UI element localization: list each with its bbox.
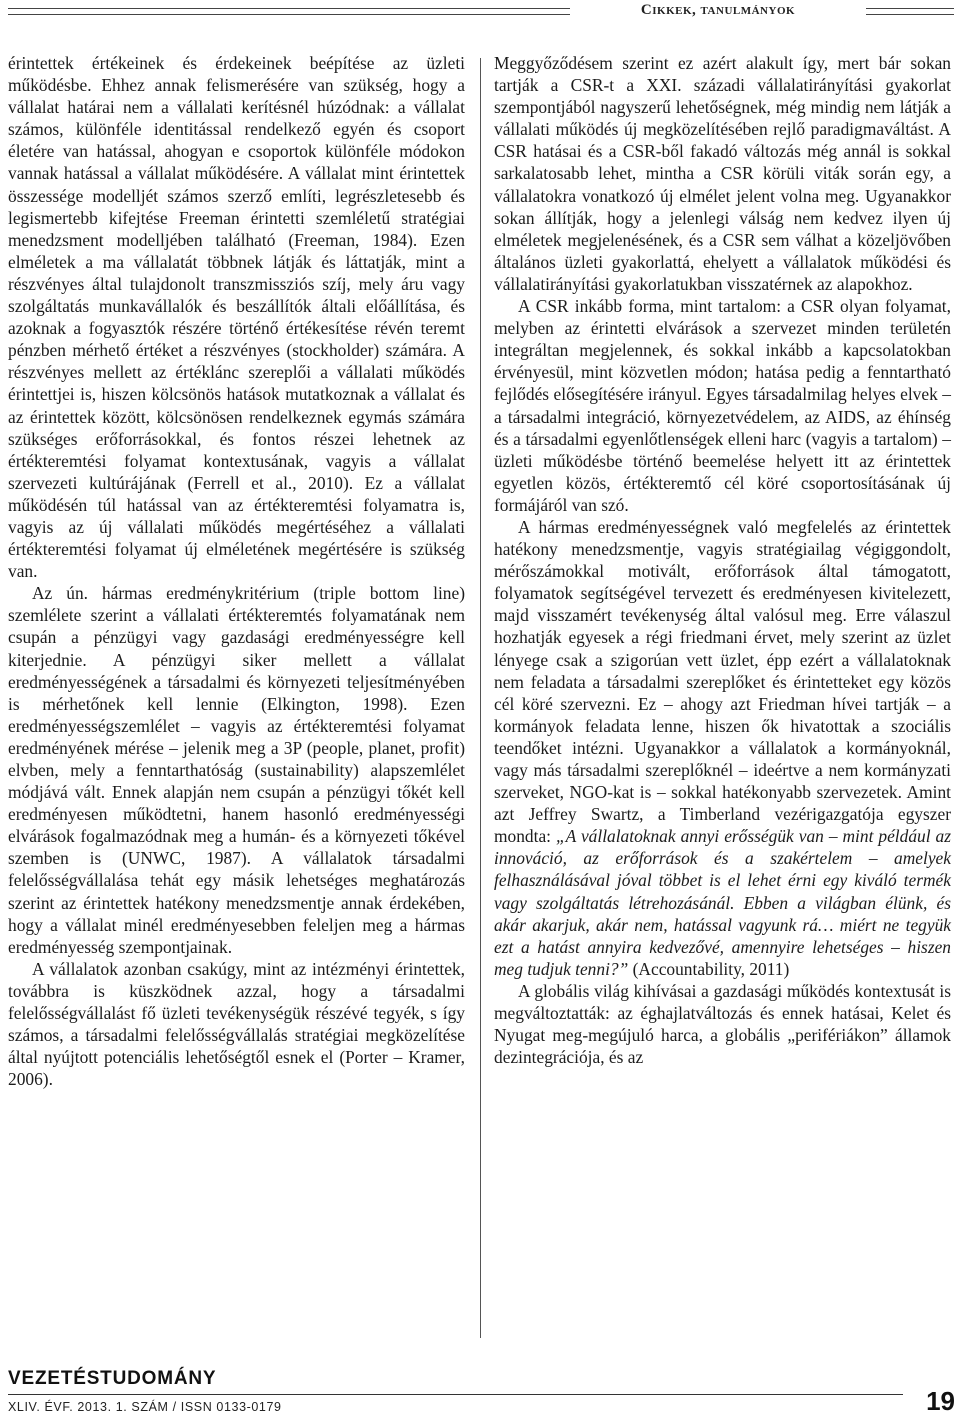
citation: (Accountability, 2011) <box>628 958 790 979</box>
header-rule-right <box>866 8 954 15</box>
running-header <box>0 0 960 24</box>
footer-rule <box>8 1394 903 1395</box>
paragraph-text: A hármas eredményességnek való megfelelés az érintettek hatékony menedzsmentje, vagyis stratégiailag végiggondolt, mérőszámokkal motivált, erőforrások által támogatott, folyamatok segítségével tervezett és eredményesen kivitelezett, majd visszamért tevékenység által valósul meg. Erre válaszul hozhatják egyesek a régi friedmani érvet, mely szerint az üzlet lényege csak a szigorúan vett üzlet, épp ezért a vállalatoknak nem feladata a társadalmi szereplőket és érintetteket egy közös cél köré szervezni. Ez – ahogy azt Friedman hívei tartják – a kormányok feladata lenne, hiszen ők hivatottak a szociális teendőket intézni. Ugyanakkor a vállalatok a kormányoknál, vagy más társadalmi szereplőknél – ideértve a nem kormányzati szerveket, NGO-kat is – sokkal hatékonyabb szervezetek. Amint azt Jeffrey Swartz, a Timberland vezérigazgatója egyszer mondta: <box>494 516 951 847</box>
section-title: Cikkek, tanulmányok <box>640 2 796 18</box>
paragraph-with-quote <box>494 516 951 980</box>
column-divider <box>480 58 481 1338</box>
right-column <box>494 52 951 1068</box>
quotation: „A vállalatoknak annyi erősségük van – mint például az innováció, az erőforrások és a szakértelem – amelyek felhasználásával jóval többet is el lehet érni egy kiváló termék vagy szolgáltatás létrehozásánál. Ebben a világban élünk, és akár akarjuk, akár nem, hatással vagyunk rá… miért ne tegyük ezt a hatást annyira kedvezővé, amennyire lehetséges – hiszen meg tudjuk tenni?” <box>494 826 952 979</box>
header-rule-left <box>8 8 570 15</box>
page-number: 19 <box>926 1386 955 1416</box>
journal-name: VEZETÉSTUDOMÁNY <box>8 1368 217 1389</box>
paragraph: Meggyőződésem szerint ez azért alakult így, mert bár sokan tartják a CSR-t a XXI. századi vállalatirányítási gyakorlat szempontjából nagyszerű lehetőségnek, még mindig nem látják a vállalati működés új megközelítésében rejlő paradigmaváltást. A CSR hatásai és a CSR-ből fakadó változás még annál is sokkal sarkalatosabb lehet, mintha a CSR körüli viták során egy, a vállalatokra vonatkozó új elmélet jelent volna meg. Ugyanakkor sokan állítják, hogy a jelenlegi válság nem kedvez ilyen új elméletek megjelenésének, és a CSR sem válhat a közeljövőben általános üzleti gyakorlattá, ehelyett a vállalatok működési és vállalatirányítási gyakorlatukban visszatérnek az alapokhoz. <box>494 53 951 294</box>
left-column <box>8 52 465 1090</box>
paragraph: Az ún. hármas eredménykritérium (triple bottom line) szemlélete szerint a vállalati értékteremtés folyamatának nem csupán a pénzügyi vagy gazdasági eredményességre kell kiterjednie. A pénzügyi siker mellett a vállalat eredményességének a társadalmi és környezeti teljesítményében is mérhetőnek kell lennie (Elkington, 1998). Ezen eredményességszemlélet – vagyis az értékteremtési folyamat eredményének mérése – jelenik meg a 3P (people, planet, profit) elvben, mely a fenntarthatóság (sustainability) alapszemlélet módjává vált. Ennek alapján nem csupán a pénzügyi tőkét kell eredményesen működtetni, hanem hasonló eredményességi elvárások fogalmazódnak meg a humán- és a környezeti tőkével szemben is (UNWC, 1987). A vállalatok társadalmi felelősségvállalása tehát egy másik lehetséges meghatározás szerint az érintettek hatékony menedzsmentje annak érdekében, hogy a vállalat minél eredményesebben feleljen meg a hármas eredményesség szempontjainak. <box>8 583 465 957</box>
page-footer <box>0 1360 960 1422</box>
paragraph: A globális világ kihívásai a gazdasági működés kontextusát is megváltoztatták: az éghajlatváltozás és ennek hatásai, Kelet és Nyugat meg-megújuló harca, a globális „perifériákon” államok dezintegrációja, és az <box>494 980 951 1068</box>
paragraph: A CSR inkább forma, mint tartalom: a CSR olyan folyamat, melyben az érintetti elvárások a szervezet minden területén integráltan megjelennek, és sokkal inkább a kapcsolatokban érvényesül, mint közvetlen módon; hatása pedig a fenntartható fejlődés elősegítésére irányul. Egyes társadalmilag helyes elvek – a társadalmi integráció, környezetvédelem, az AIDS, az éhínség és a társadalmi egyenlőtlenségek elleni harc (vagyis a tartalom) – üzleti működésbe történő beemelése helyett itt az érintettek egyetlen közös, értékteremtő cél köré csoportosításának új formájáról van szó. <box>494 296 951 515</box>
paragraph: érintettek értékeinek és érdekeinek beépítése az üzleti működésbe. Ehhez annak felismerésére van szükség, hogy a vállalat határai nem a vállalati kerítésnél húzódnak: a vállalat számos, különféle identitással rendelkező egyén és csoport életére van hatással, ahogyan e csoportok különféle módokon vannak hatással a vállalat működésére. A vállalat mint érintettek összessége modelljét számos szerző említi, legrészletesebb és legismertebb kifejtése Freeman érintetti szemléletű stratégiai menedzsment modelljében található (Freeman, 1984). Ezen elméletek a ma vállalatát többnek látják és láttatják, mint a részvényes által tulajdonolt transzmissziós szíj, mely áru vagy szolgáltatás munkavállalók és beszállítók általi előállítása, és azoknak a fogyasztók részére történő értékesítése révén teremt pénzben mérhető értéket a részvényes (stockholder) számára. A részvényes mellett az értéklánc szereplői a vállalati működés érintettjei is, hiszen kölcsönös hatások mutatkoznak a vállalat és az érintettek között, kölcsönösen rendelkeznek egymás számára szükséges erőforrásokkal, és fontos részei lehetnek az értékteremtési folyamat kontextusának, vagyis a vállalat szervezeti kultúrájának (Ferrell et al., 2010). Ez a vállalat működésén túl hatással van az értékteremtési folyamatra is, vagyis az új vállalati működés megértéséhez a vállalati értékteremtési folyamat új elméletének megértésére is szükség van. <box>8 53 465 582</box>
issue-info: XLIV. ÉVF. 2013. 1. SZÁM / ISSN 0133-0179 <box>8 1400 282 1414</box>
paragraph: A vállalatok azonban csakúgy, mint az intézményi érintettek, továbbra is küszködnek azzal, hogy a társadalmi felelősségvállalást fő üzleti tevékenységük részévé tegyék, s így számos, a társadalmi felelősségvállalás stratégiai megközelítése által nyújtott potenciális lehetőségtől esnek el (Porter – Kramer, 2006). <box>8 958 465 1090</box>
